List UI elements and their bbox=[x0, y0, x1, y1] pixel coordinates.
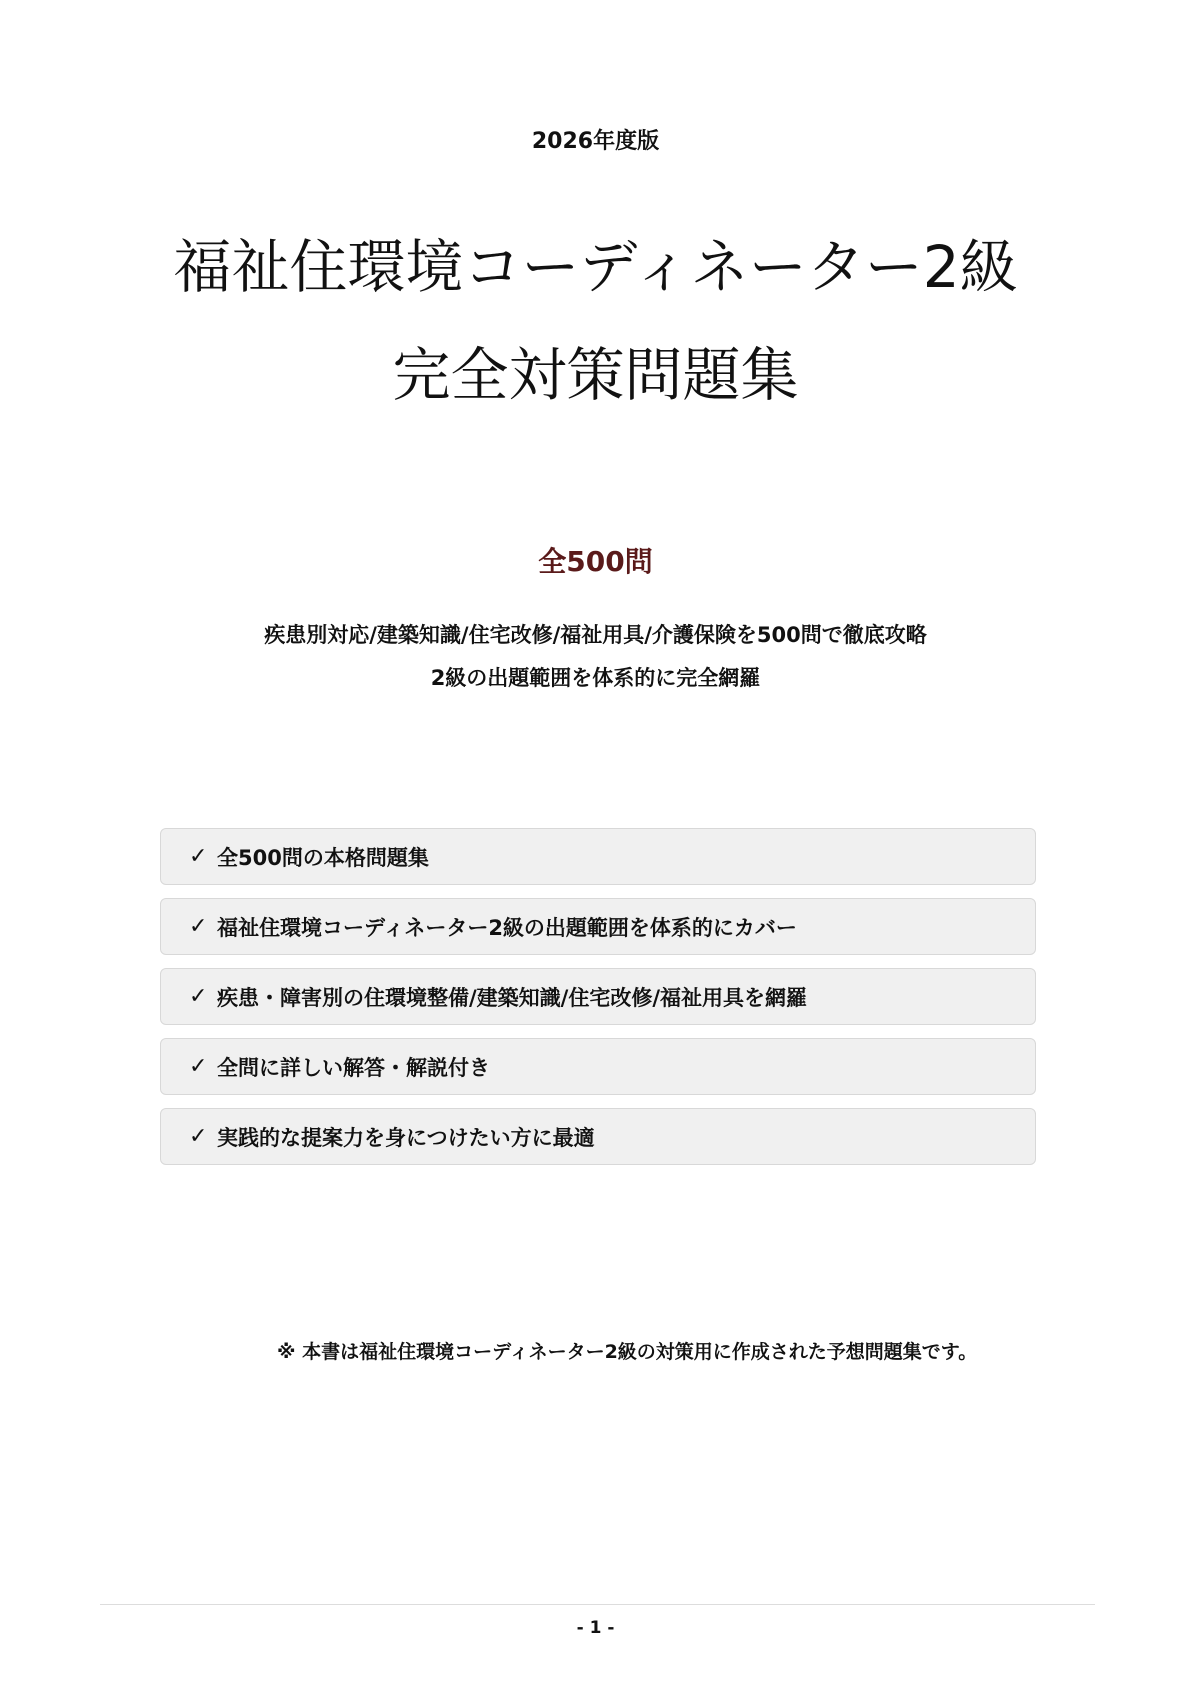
feature-text: 実践的な提案力を身につけたい方に最適 bbox=[217, 1125, 595, 1150]
edition-label: 2026年度版 bbox=[531, 129, 660, 154]
feature-item bbox=[160, 898, 1036, 955]
feature-item bbox=[160, 1108, 1036, 1165]
disclaimer-note: ※ 本書は福祉住環境コーディネーター2級の対策用に作成された予想問題集です。 bbox=[277, 1341, 978, 1363]
feature-text: 福祉住環境コーディネーター2級の出題範囲を体系的にカバー bbox=[217, 915, 797, 940]
feature-list bbox=[160, 828, 1036, 1178]
page-number: - 1 - bbox=[576, 1618, 615, 1638]
subtitle-line-1: 疾患別対応/建築知識/住宅改修/福祉用具/介護保険を500問で徹底攻略 bbox=[264, 623, 927, 647]
feature-text: 全500問の本格問題集 bbox=[217, 845, 429, 870]
check-icon: ✓ bbox=[189, 914, 208, 939]
check-icon: ✓ bbox=[189, 1124, 208, 1149]
check-icon: ✓ bbox=[189, 844, 208, 869]
check-icon: ✓ bbox=[189, 984, 208, 1009]
footer-divider bbox=[100, 1604, 1095, 1605]
feature-item bbox=[160, 968, 1036, 1025]
check-icon: ✓ bbox=[189, 1054, 208, 1079]
book-title-line-2: 完全対策問題集 bbox=[392, 341, 799, 409]
book-title-line-1: 福祉住環境コーディネーター2級 bbox=[173, 233, 1018, 301]
feature-item bbox=[160, 828, 1036, 885]
feature-text: 疾患・障害別の住環境整備/建築知識/住宅改修/福祉用具を網羅 bbox=[217, 985, 808, 1010]
feature-item bbox=[160, 1038, 1036, 1095]
subtitle-line-2: 2級の出題範囲を体系的に完全網羅 bbox=[430, 666, 761, 690]
feature-text: 全問に詳しい解答・解説付き bbox=[217, 1055, 490, 1080]
question-count: 全500問 bbox=[538, 545, 653, 578]
